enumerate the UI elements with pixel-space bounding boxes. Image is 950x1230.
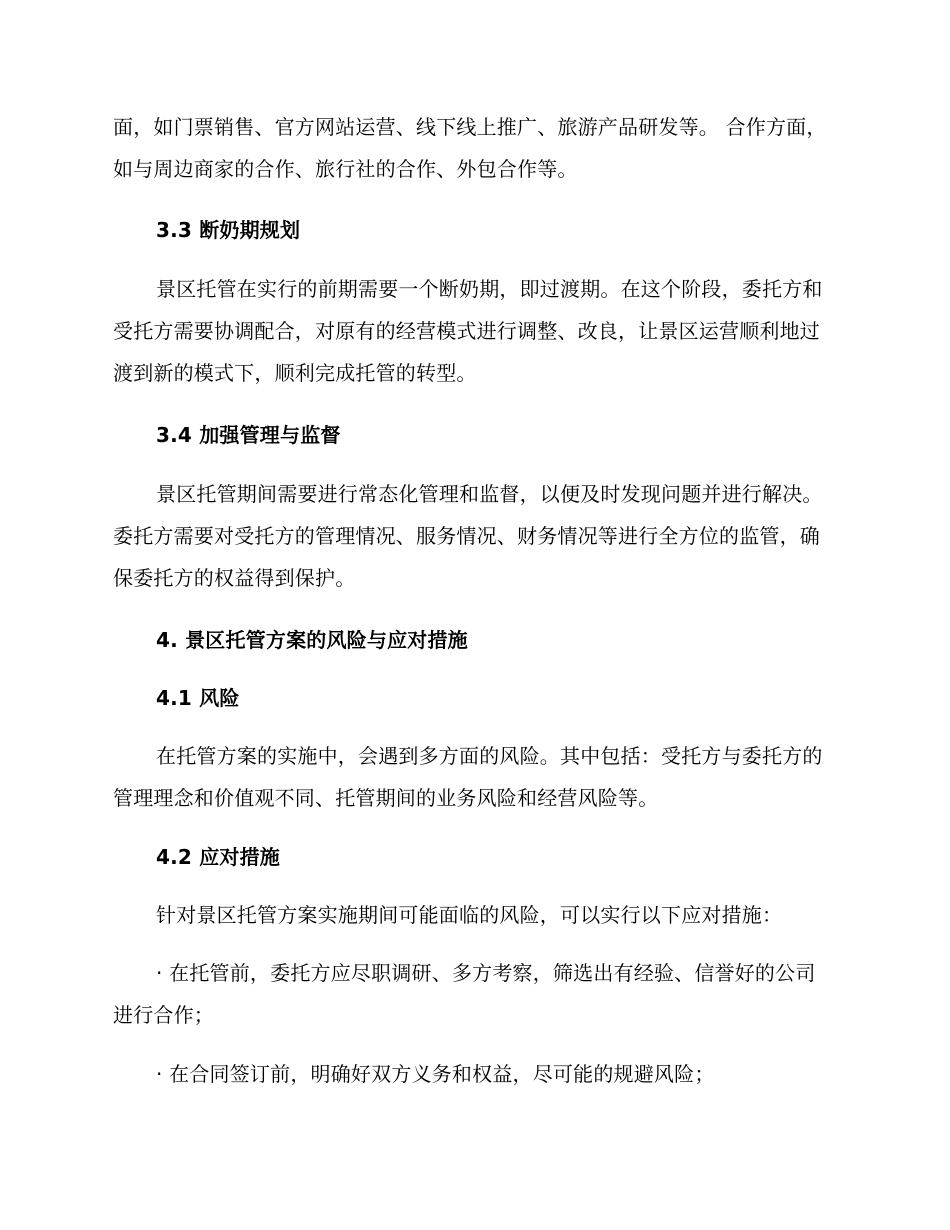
heading-4-1: 4.1 风险 xyxy=(156,686,240,710)
heading-4: 4. 景区托管方案的风险与应对措施 xyxy=(156,628,468,652)
bullet-item-pre-trusteeship: · 在托管前，委托方应尽职调研、多方考察，筛选出有经验、信誉好的公司进行合作； xyxy=(113,961,816,1027)
paragraph-marketing-cooperation: 面，如门票销售、官方网站运营、线下线上推广、旅游产品研发等。 合作方面，如与周边商家的合作、旅行社的合作、外包合作等。 xyxy=(113,115,827,181)
paragraph-measures-intro: 针对景区托管方案实施期间可能面临的风险，可以实行以下应对措施： xyxy=(156,903,783,927)
heading-3-4: 3.4 加强管理与监督 xyxy=(156,423,341,447)
paragraph-risks: 在托管方案的实施中，会遇到多方面的风险。其中包括：受托方与委托方的管理理念和价值观不同、托管期间的业务风险和经营风险等。 xyxy=(113,744,823,810)
heading-3-3: 3.3 断奶期规划 xyxy=(156,218,301,242)
heading-4-2: 4.2 应对措施 xyxy=(156,845,280,869)
paragraph-management-supervision: 景区托管期间需要进行常态化管理和监督，以便及时发现问题并进行解决。委托方需要对受托方的管理情况、服务情况、财务情况等进行全方位的监管，确保委托方的权益得到保护。 xyxy=(113,482,823,590)
bullet-item-contract: · 在合同签订前，明确好双方义务和权益，尽可能的规避风险； xyxy=(156,1062,715,1086)
paragraph-transition-period: 景区托管在实行的前期需要一个断奶期，即过渡期。在这个阶段，委托方和受托方需要协调配合，对原有的经营模式进行调整、改良，让景区运营顺利地过渡到新的模式下，顺利完成托管的转型。 xyxy=(113,277,823,385)
